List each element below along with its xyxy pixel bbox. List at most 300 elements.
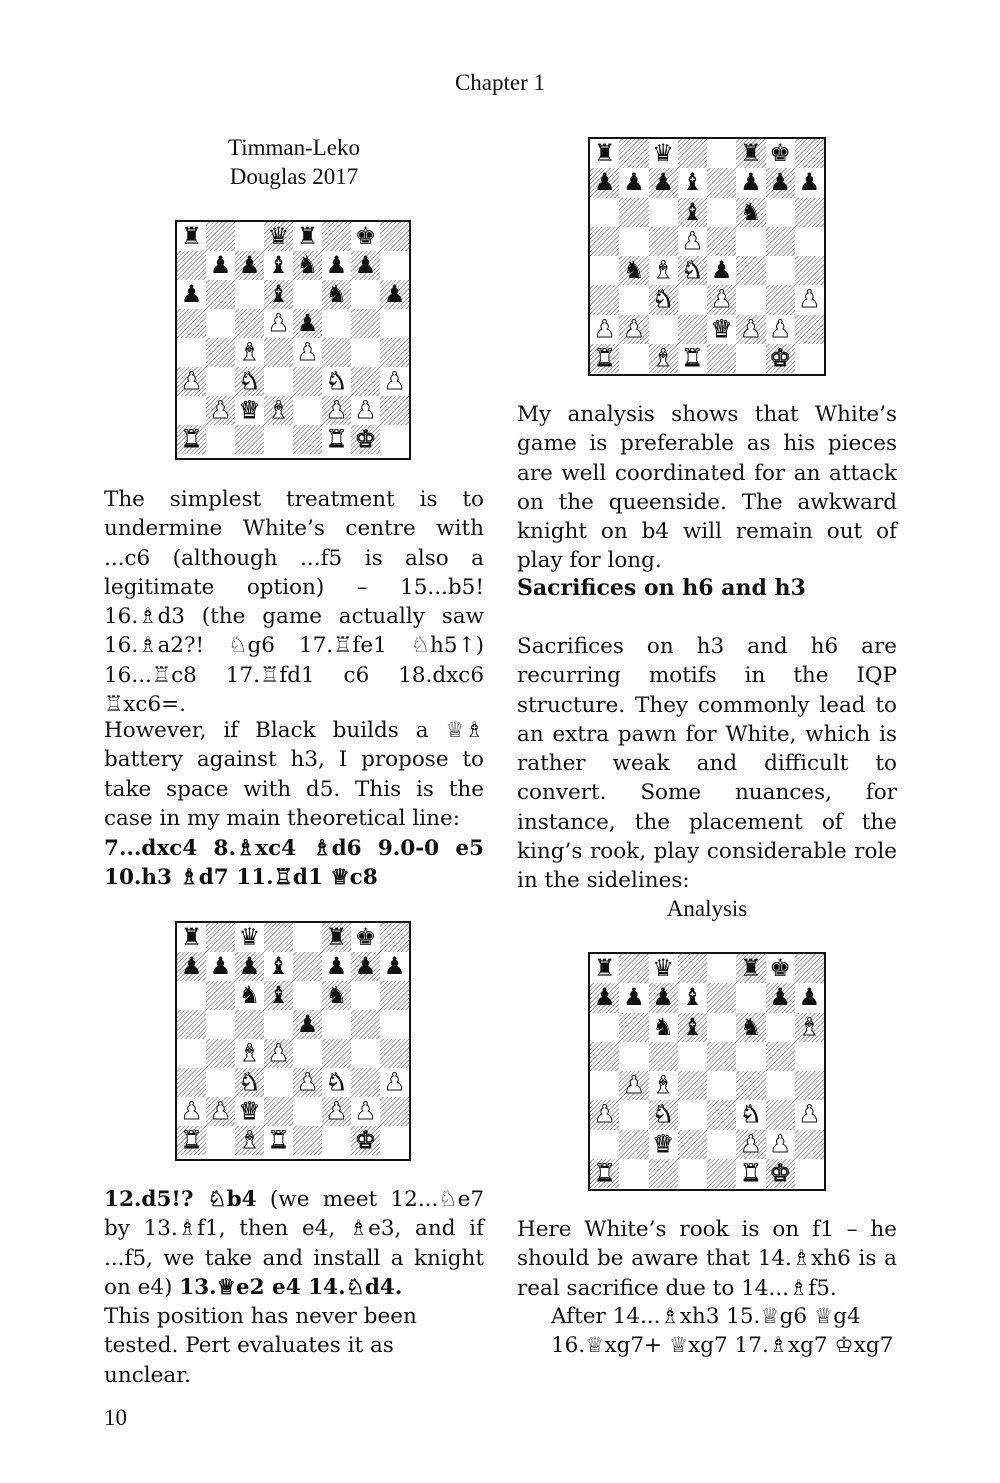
- square-g1: [351, 425, 380, 454]
- white-pawn-icon: ♟: [383, 367, 406, 395]
- square-f1: [322, 425, 351, 454]
- square-h6: [380, 280, 409, 309]
- white-bishop-icon: ♝: [652, 1071, 674, 1099]
- analysis-caption: Analysis: [666, 896, 748, 921]
- square-e4: [293, 338, 322, 367]
- square-d8: [264, 222, 293, 251]
- square-f6: [736, 198, 765, 227]
- square-c8: [235, 222, 264, 251]
- square-a5: [177, 1010, 206, 1039]
- square-a1: [177, 1126, 206, 1155]
- square-d2: [678, 1130, 707, 1159]
- square-g1: [766, 1159, 795, 1188]
- square-h2: [380, 1097, 409, 1126]
- square-h6: [380, 981, 409, 1010]
- square-a5: [590, 1042, 619, 1071]
- white-pawn-icon: ♟: [180, 367, 203, 395]
- square-d6: [264, 280, 293, 309]
- square-h6: [795, 1013, 824, 1042]
- square-h5: [795, 227, 824, 256]
- square-h7: [795, 983, 824, 1012]
- board-after-14nd4: [588, 137, 826, 376]
- square-a3: [177, 1068, 206, 1097]
- black-pawn-icon: ♟: [296, 309, 319, 337]
- square-g6: [351, 280, 380, 309]
- square-f4: [322, 1039, 351, 1068]
- square-d7: [264, 952, 293, 981]
- square-d1: [678, 344, 707, 373]
- square-h6: [795, 198, 824, 227]
- white-pawn-icon: ♟: [798, 1100, 821, 1129]
- square-h4: [380, 1039, 409, 1068]
- square-e7: [707, 168, 736, 197]
- white-pawn-icon: ♟: [354, 396, 377, 424]
- square-f5: [736, 227, 765, 256]
- white-rook-icon: ♜: [325, 425, 348, 453]
- square-a4: [177, 338, 206, 367]
- square-h3: [380, 367, 409, 396]
- square-c3: [649, 285, 678, 314]
- square-b5: [619, 1042, 648, 1071]
- board-timman-leko: [175, 220, 411, 460]
- black-bishop-icon: ♝: [267, 251, 290, 279]
- white-rook-icon: ♜: [681, 343, 704, 372]
- square-e3: [707, 1100, 736, 1129]
- square-d5: [264, 309, 293, 338]
- square-d3: [678, 1100, 707, 1129]
- black-bishop-icon: ♝: [681, 197, 704, 226]
- square-h3: [795, 285, 824, 314]
- black-knight-icon: ♞: [325, 280, 348, 308]
- black-pawn-icon: ♟: [769, 983, 791, 1012]
- square-d2: [264, 396, 293, 425]
- black-king-icon: ♚: [354, 923, 377, 951]
- square-h1: [380, 425, 409, 454]
- square-e2: [293, 1097, 322, 1126]
- square-b8: [206, 222, 235, 251]
- square-g2: [351, 1097, 380, 1126]
- square-b1: [206, 425, 235, 454]
- square-b2: [206, 396, 235, 425]
- black-pawn-icon: ♟: [238, 952, 261, 980]
- square-c8: [649, 139, 678, 168]
- square-a6: [177, 280, 206, 309]
- square-d8: [264, 923, 293, 952]
- paragraph-d5-line: [104, 1185, 484, 1302]
- square-g4: [766, 1071, 795, 1100]
- black-bishop-icon: ♝: [681, 1012, 704, 1041]
- white-bishop-icon: ♝: [652, 343, 674, 372]
- square-e7: [707, 983, 736, 1012]
- black-knight-icon: ♞: [296, 251, 319, 279]
- square-f8: [736, 954, 765, 983]
- white-bishop-icon: ♝: [238, 1126, 261, 1154]
- square-b5: [206, 309, 235, 338]
- white-queen-icon: ♛: [710, 314, 733, 343]
- square-e3: [293, 367, 322, 396]
- square-b2: [619, 1130, 648, 1159]
- square-e4: [707, 256, 736, 285]
- square-d4: [264, 338, 293, 367]
- square-f7: [736, 168, 765, 197]
- square-a7: [590, 168, 619, 197]
- square-e5: [707, 227, 736, 256]
- square-g7: [351, 251, 380, 280]
- white-pawn-icon: ♟: [593, 314, 616, 343]
- running-head: Chapter 1: [454, 70, 546, 95]
- square-e2: [707, 315, 736, 344]
- square-e2: [293, 396, 322, 425]
- square-b1: [206, 1126, 235, 1155]
- white-pawn-icon: ♟: [769, 314, 791, 343]
- black-pawn-icon: ♟: [652, 168, 674, 197]
- square-c2: [649, 1130, 678, 1159]
- board-analysis: [588, 952, 826, 1191]
- black-rook-icon: ♜: [325, 923, 348, 951]
- square-b4: [206, 1039, 235, 1068]
- square-a6: [590, 198, 619, 227]
- square-f2: [322, 1097, 351, 1126]
- white-knight-icon: ♞: [325, 1068, 348, 1096]
- square-g3: [351, 1068, 380, 1097]
- square-h8: [380, 923, 409, 952]
- white-pawn-icon: ♟: [710, 285, 733, 314]
- square-f6: [736, 1013, 765, 1042]
- square-g3: [351, 367, 380, 396]
- square-b7: [206, 251, 235, 280]
- white-bishop-icon: ♝: [238, 1039, 261, 1067]
- white-king-icon: ♚: [769, 343, 791, 372]
- square-c5: [649, 1042, 678, 1071]
- square-c8: [649, 954, 678, 983]
- square-e4: [707, 1071, 736, 1100]
- square-a1: [590, 1159, 619, 1188]
- black-rook-icon: ♜: [296, 222, 319, 250]
- black-pawn-icon: ♟: [209, 251, 232, 279]
- square-h2: [380, 396, 409, 425]
- square-f4: [736, 256, 765, 285]
- square-h3: [380, 1068, 409, 1097]
- white-pawn-icon: ♟: [769, 1129, 791, 1158]
- black-queen-icon: ♛: [267, 222, 290, 250]
- square-d1: [264, 425, 293, 454]
- square-e8: [707, 139, 736, 168]
- square-e8: [293, 222, 322, 251]
- white-pawn-icon: ♟: [296, 1068, 319, 1096]
- square-c1: [649, 344, 678, 373]
- square-h2: [795, 1130, 824, 1159]
- white-knight-icon: ♞: [652, 1100, 674, 1129]
- square-b6: [619, 198, 648, 227]
- square-e6: [293, 280, 322, 309]
- square-g7: [766, 983, 795, 1012]
- square-d7: [264, 251, 293, 280]
- square-e7: [293, 251, 322, 280]
- square-b2: [619, 315, 648, 344]
- square-d7: [678, 983, 707, 1012]
- paragraph-my-analysis: My analysis shows that White’s game is preferable as his pieces are well coordinated for an attack on the queenside. The awkward knight on b4 will remain out of play for long.: [517, 402, 897, 574]
- game-event: Douglas 2017: [229, 164, 359, 189]
- square-g5: [351, 1010, 380, 1039]
- square-a8: [177, 222, 206, 251]
- game-caption: [104, 133, 484, 191]
- square-b3: [206, 1068, 235, 1097]
- square-a4: [177, 1039, 206, 1068]
- square-c1: [235, 425, 264, 454]
- square-e5: [293, 1010, 322, 1039]
- square-b7: [206, 952, 235, 981]
- black-rook-icon: ♜: [740, 954, 762, 982]
- square-e3: [293, 1068, 322, 1097]
- black-king-icon: ♚: [769, 139, 791, 167]
- black-pawn-icon: ♟: [710, 256, 733, 284]
- square-f8: [322, 222, 351, 251]
- white-pawn-icon: ♟: [325, 396, 348, 424]
- paragraph-rook-on-f1: Here White’s rook is on f1 – he should be aware that 14.♗xh6 is a real sacrifice due to 14...♗f5.: [517, 1217, 897, 1301]
- square-g3: [766, 285, 795, 314]
- square-g6: [351, 981, 380, 1010]
- square-e5: [293, 309, 322, 338]
- square-a4: [590, 1071, 619, 1100]
- black-rook-icon: ♜: [593, 954, 616, 982]
- white-rook-icon: ♜: [180, 425, 203, 453]
- white-pawn-icon: ♟: [325, 1097, 348, 1125]
- square-d5: [678, 1042, 707, 1071]
- square-e1: [707, 344, 736, 373]
- square-d2: [264, 1097, 293, 1126]
- square-h5: [380, 309, 409, 338]
- black-rook-icon: ♜: [180, 222, 203, 250]
- square-f3: [322, 1068, 351, 1097]
- square-e7: [293, 952, 322, 981]
- black-king-icon: ♚: [354, 222, 377, 250]
- square-g7: [766, 168, 795, 197]
- square-c4: [649, 1071, 678, 1100]
- square-c6: [235, 280, 264, 309]
- square-b7: [619, 983, 648, 1012]
- square-b8: [619, 139, 648, 168]
- square-d5: [678, 227, 707, 256]
- square-g5: [351, 309, 380, 338]
- black-king-icon: ♚: [769, 954, 791, 982]
- black-pawn-icon: ♟: [769, 168, 791, 197]
- square-d4: [264, 1039, 293, 1068]
- square-g8: [766, 139, 795, 168]
- square-g4: [351, 338, 380, 367]
- square-h4: [380, 338, 409, 367]
- white-rook-icon: ♜: [593, 343, 616, 372]
- square-g8: [351, 923, 380, 952]
- section-heading: Sacrifices on h6 and h3: [517, 575, 806, 601]
- square-c4: [649, 256, 678, 285]
- square-a4: [590, 256, 619, 285]
- square-d6: [678, 1013, 707, 1042]
- square-c2: [235, 1097, 264, 1126]
- square-e6: [707, 198, 736, 227]
- square-f5: [322, 1010, 351, 1039]
- square-b3: [206, 367, 235, 396]
- black-rook-icon: ♜: [740, 139, 762, 167]
- square-a5: [590, 227, 619, 256]
- square-b5: [206, 1010, 235, 1039]
- square-h4: [795, 256, 824, 285]
- square-f3: [322, 367, 351, 396]
- square-g4: [766, 256, 795, 285]
- square-d8: [678, 954, 707, 983]
- square-a8: [177, 923, 206, 952]
- square-f1: [736, 344, 765, 373]
- board-main-line: [175, 921, 411, 1161]
- paragraph-never-tested: This position has never been tested. Pert evaluates it as unclear.: [104, 1304, 417, 1388]
- white-king-icon: ♚: [354, 425, 377, 453]
- square-g8: [351, 222, 380, 251]
- black-knight-icon: ♞: [740, 1012, 762, 1041]
- square-f5: [736, 1042, 765, 1071]
- square-b4: [619, 256, 648, 285]
- square-c6: [649, 198, 678, 227]
- black-pawn-icon: ♟: [238, 251, 261, 279]
- square-e5: [707, 1042, 736, 1071]
- white-knight-icon: ♞: [325, 367, 348, 395]
- white-knight-icon: ♞: [238, 367, 261, 395]
- black-bishop-icon: ♝: [267, 981, 290, 1009]
- black-pawn-icon: ♟: [740, 168, 762, 197]
- black-queen-icon: ♛: [652, 139, 674, 167]
- white-queen-icon: ♛: [238, 396, 261, 424]
- square-c7: [235, 251, 264, 280]
- white-pawn-icon: ♟: [623, 314, 645, 343]
- black-pawn-icon: ♟: [383, 952, 406, 980]
- paragraph-sacrifices: Sacrifices on h3 and h6 are recurring motifs in the IQP structure. They commonly lead to an extra pawn for White, which is rather weak and difficult to convert. Some nuances, for instance, the placement of the king’s rook, play considerable role in the sidelines:: [517, 634, 897, 894]
- square-d3: [678, 285, 707, 314]
- square-a7: [177, 251, 206, 280]
- square-c5: [649, 227, 678, 256]
- square-e1: [293, 1126, 322, 1155]
- black-pawn-icon: ♟: [593, 168, 616, 197]
- white-pawn-icon: ♟: [623, 1071, 645, 1099]
- square-c2: [649, 315, 678, 344]
- square-e6: [293, 981, 322, 1010]
- black-pawn-icon: ♟: [623, 983, 645, 1012]
- square-a7: [177, 952, 206, 981]
- square-d4: [678, 256, 707, 285]
- square-a6: [177, 981, 206, 1010]
- square-b6: [206, 280, 235, 309]
- black-bishop-icon: ♝: [681, 168, 704, 197]
- white-rook-icon: ♜: [740, 1158, 762, 1187]
- black-rook-icon: ♜: [593, 139, 616, 167]
- square-c3: [649, 1100, 678, 1129]
- square-c6: [235, 981, 264, 1010]
- square-a7: [590, 983, 619, 1012]
- square-h7: [795, 168, 824, 197]
- paragraph-after-14: [551, 1302, 897, 1361]
- paragraph-battery: However, if Black builds a ♕♗ battery against h3, I propose to take space with d5. This is the case in my main theoretical line:: [104, 718, 484, 831]
- square-b8: [206, 923, 235, 952]
- square-b6: [206, 981, 235, 1010]
- square-f7: [736, 983, 765, 1012]
- white-king-icon: ♚: [354, 1126, 377, 1154]
- square-b7: [619, 168, 648, 197]
- square-a2: [177, 1097, 206, 1126]
- move-13qe2: 13.♕e2 e4 14.♘d4.: [179, 1274, 403, 1300]
- page-number: 10: [104, 1405, 127, 1430]
- white-pawn-icon: ♟: [740, 1129, 762, 1158]
- square-a6: [590, 1013, 619, 1042]
- white-pawn-icon: ♟: [798, 285, 821, 314]
- after-line-2: 16.♕xg7+ ♕xg7 17.♗xg7 ♔xg7: [551, 1333, 894, 1359]
- black-bishop-icon: ♝: [267, 952, 290, 980]
- square-g7: [351, 952, 380, 981]
- square-f7: [322, 251, 351, 280]
- square-e8: [707, 954, 736, 983]
- black-pawn-icon: ♟: [798, 983, 821, 1012]
- white-pawn-icon: ♟: [209, 1097, 232, 1125]
- white-pawn-icon: ♟: [209, 396, 232, 424]
- white-bishop-icon: ♝: [238, 338, 261, 366]
- square-c3: [235, 367, 264, 396]
- white-king-icon: ♚: [769, 1158, 791, 1187]
- black-pawn-icon: ♟: [383, 280, 406, 308]
- white-pawn-icon: ♟: [354, 1097, 377, 1125]
- square-d3: [264, 367, 293, 396]
- square-d8: [678, 139, 707, 168]
- comment-12ne7: (we meet 12...♘e7 by 13.♗f1, then e4, ♗e3, and if ...f5, we take and install a knight on e4): [104, 1187, 485, 1300]
- black-pawn-icon: ♟: [798, 168, 821, 197]
- square-c7: [649, 983, 678, 1012]
- white-knight-icon: ♞: [652, 285, 674, 314]
- square-d3: [264, 1068, 293, 1097]
- square-c1: [649, 1159, 678, 1188]
- square-c7: [235, 952, 264, 981]
- square-d5: [264, 1010, 293, 1039]
- square-c4: [235, 1039, 264, 1068]
- square-d4: [678, 1071, 707, 1100]
- square-f8: [322, 923, 351, 952]
- white-rook-icon: ♜: [180, 1126, 203, 1154]
- black-pawn-icon: ♟: [180, 280, 203, 308]
- square-e4: [293, 1039, 322, 1068]
- square-c5: [235, 1010, 264, 1039]
- white-bishop-icon: ♝: [652, 256, 674, 284]
- black-bishop-icon: ♝: [681, 983, 704, 1012]
- white-pawn-icon: ♟: [681, 226, 704, 255]
- square-g6: [766, 198, 795, 227]
- square-f2: [322, 396, 351, 425]
- square-f1: [322, 1126, 351, 1155]
- black-pawn-icon: ♟: [296, 1010, 319, 1038]
- square-f6: [322, 280, 351, 309]
- square-f5: [322, 309, 351, 338]
- square-a8: [590, 954, 619, 983]
- square-a1: [177, 425, 206, 454]
- square-b8: [619, 954, 648, 983]
- square-c5: [235, 309, 264, 338]
- square-g3: [766, 1100, 795, 1129]
- white-queen-icon: ♛: [652, 1129, 674, 1158]
- square-h7: [380, 952, 409, 981]
- square-h7: [380, 251, 409, 280]
- square-a3: [590, 285, 619, 314]
- square-d7: [678, 168, 707, 197]
- square-g2: [766, 1130, 795, 1159]
- white-pawn-icon: ♟: [740, 314, 762, 343]
- square-c2: [235, 396, 264, 425]
- square-h1: [380, 1126, 409, 1155]
- white-pawn-icon: ♟: [267, 1039, 290, 1067]
- black-knight-icon: ♞: [652, 1012, 674, 1041]
- black-pawn-icon: ♟: [180, 952, 203, 980]
